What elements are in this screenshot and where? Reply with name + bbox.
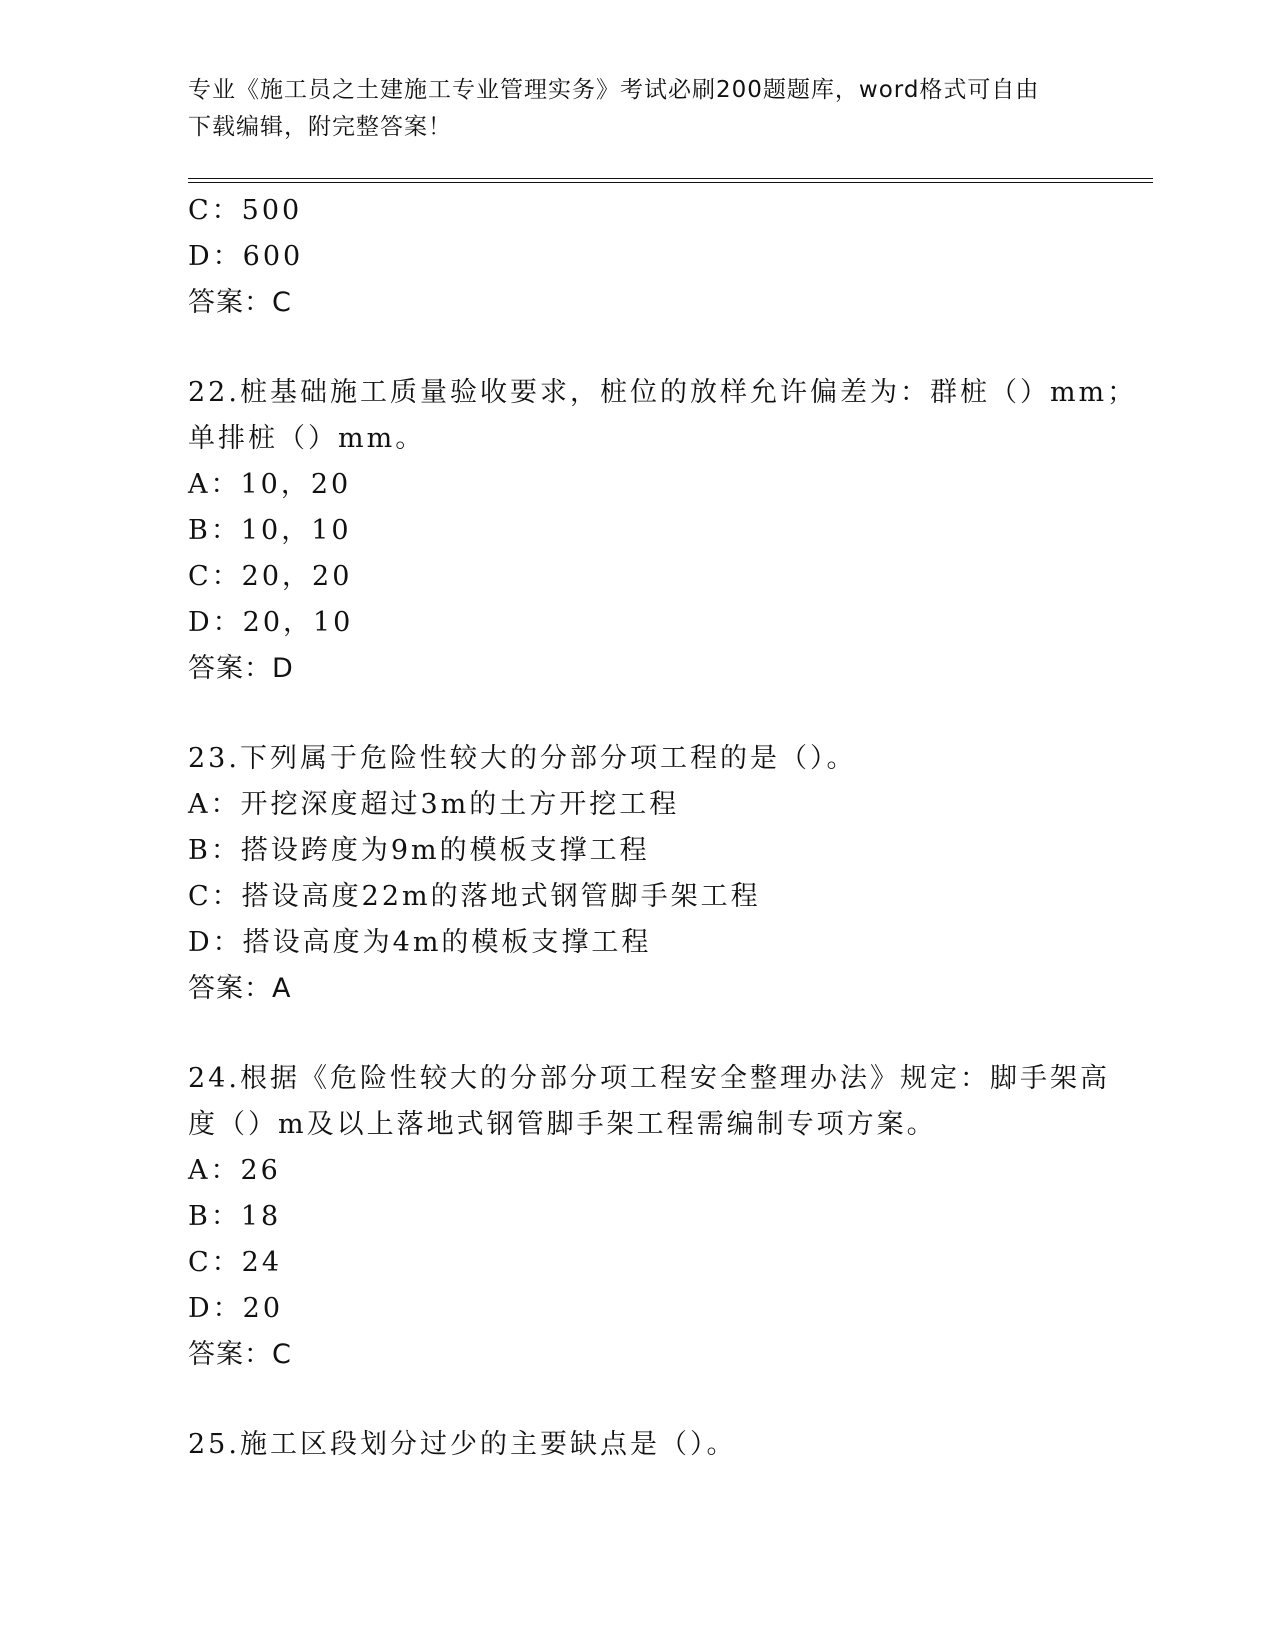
question-stem: 22.桩基础施工质量验收要求，桩位的放样允许偏差为：群桩（）mm； (188, 377, 1138, 408)
answer-line: 答案：A (188, 973, 292, 1004)
option-b: B：18 (188, 1201, 282, 1232)
header-line-1: 专业《施工员之土建施工专业管理实务》考试必刷200题题库，word格式可自由 (188, 77, 1040, 103)
option-c: C：500 (188, 195, 303, 226)
document-header (188, 72, 1068, 146)
answer-line: 答案：D (188, 653, 294, 684)
answer-line: 答案：C (188, 287, 292, 318)
question-spacer (188, 326, 1088, 370)
option-d: D：600 (188, 241, 304, 272)
option-c: C：24 (188, 1247, 283, 1278)
question-spacer (188, 692, 1088, 736)
question-24 (188, 1056, 1110, 1378)
option-a: A：开挖深度超过3m的土方开挖工程 (188, 789, 680, 820)
option-c: C：20，20 (188, 561, 353, 592)
question-spacer (188, 1378, 1088, 1422)
answer-line: 答案：C (188, 1339, 292, 1370)
option-d: D：搭设高度为4m的模板支撑工程 (188, 927, 652, 958)
question-list (188, 188, 1138, 1468)
question-stem-continued: 单排桩（）mm。 (188, 423, 426, 454)
question-stem-continued: 度（）m及以上落地式钢管脚手架工程需编制专项方案。 (188, 1109, 937, 1140)
option-b: B：10，10 (188, 515, 352, 546)
option-d: D：20，10 (188, 607, 354, 638)
option-d: D：20 (188, 1293, 284, 1324)
option-b: B：搭设跨度为9m的模板支撑工程 (188, 835, 650, 866)
question-stem: 24.根据《危险性较大的分部分项工程安全整理办法》规定：脚手架高 (188, 1063, 1110, 1094)
option-c: C：搭设高度22m的落地式钢管脚手架工程 (188, 881, 761, 912)
question-23 (188, 736, 1088, 1012)
question-stem: 25.施工区段划分过少的主要缺点是（）。 (188, 1429, 737, 1460)
header-line-2: 下载编辑，附完整答案！ (188, 114, 452, 140)
header-divider-top (188, 178, 1153, 179)
question-spacer (188, 1012, 1088, 1056)
header-divider-bottom (188, 182, 1153, 183)
question-22 (188, 370, 1138, 692)
option-a: A：26 (188, 1155, 281, 1186)
option-a: A：10，20 (188, 469, 352, 500)
question-21 (188, 188, 1088, 326)
question-stem: 23.下列属于危险性较大的分部分项工程的是（）。 (188, 743, 857, 774)
question-25 (188, 1422, 1088, 1468)
